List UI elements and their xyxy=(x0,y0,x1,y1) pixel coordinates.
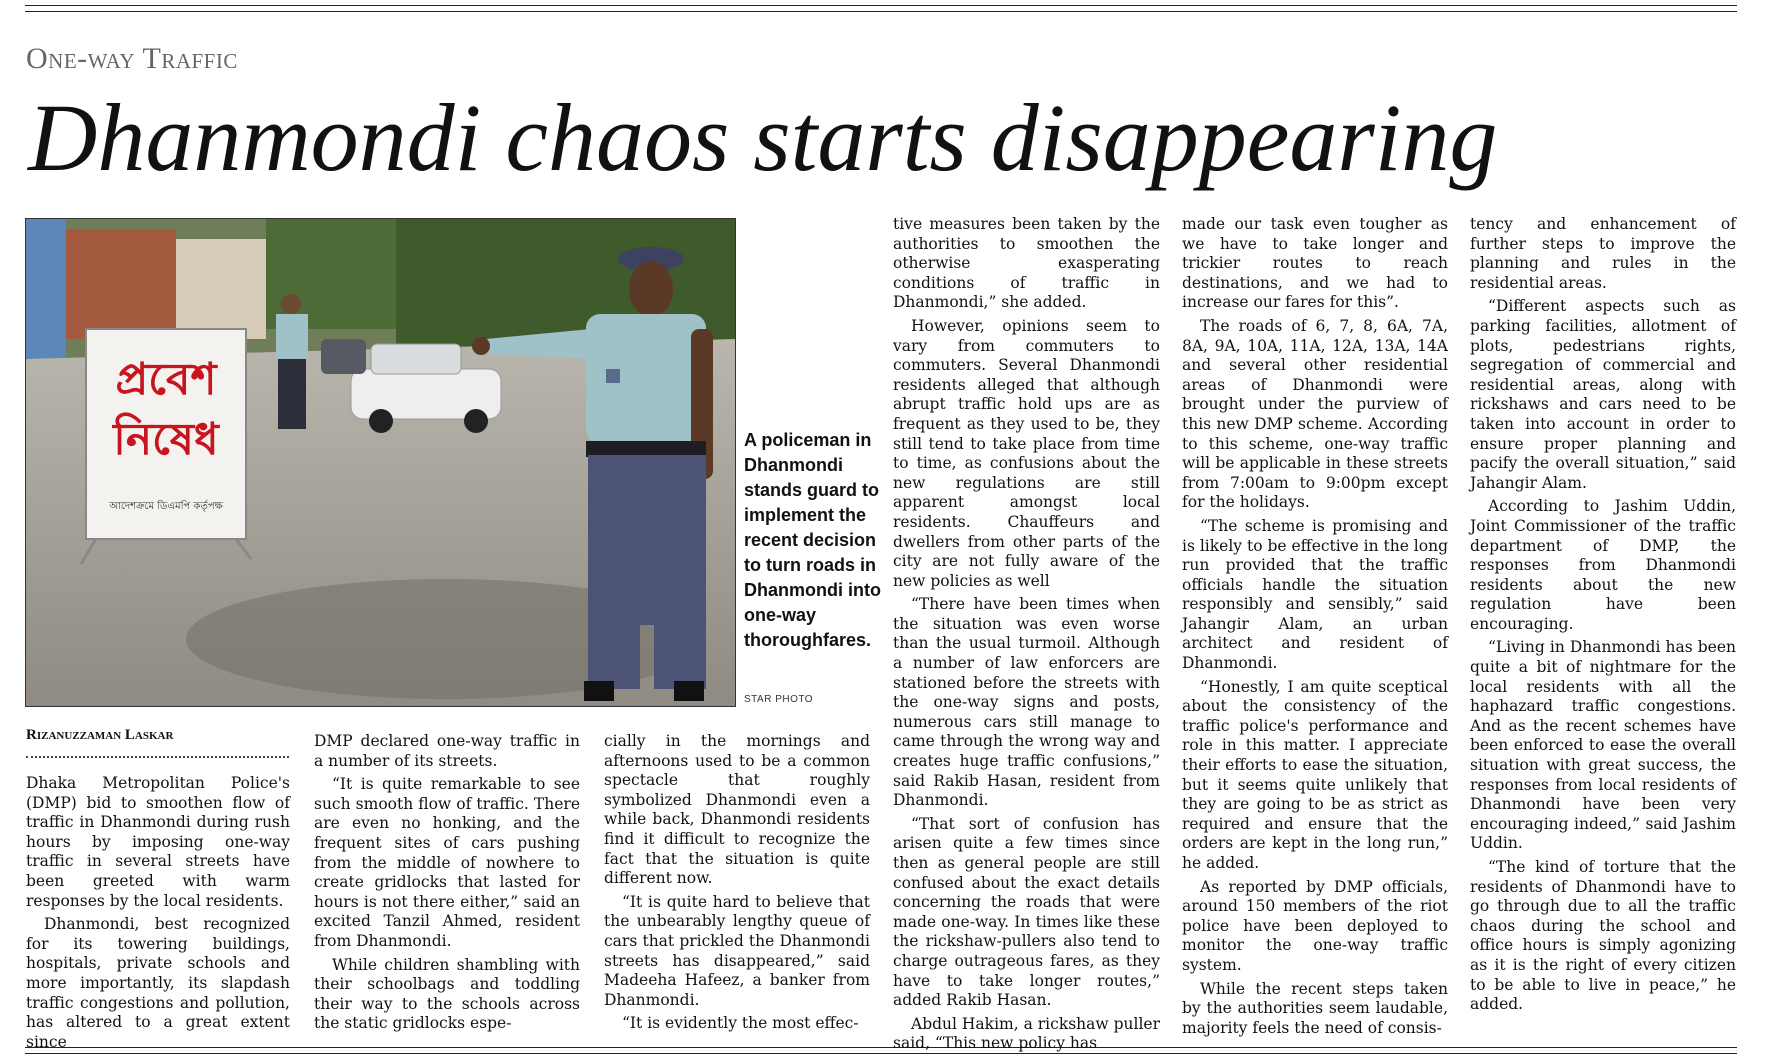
paragraph: tive measures been taken by the authorities to smoothen the otherwise exasperating conditions of traffic in Dhanmondi,” she added. xyxy=(893,215,1160,312)
section-kicker: One-way Traffic xyxy=(26,42,238,75)
paragraph: DMP declared one-way traffic in a number of its streets. xyxy=(314,732,580,770)
article-column-6 xyxy=(1470,215,1736,1014)
paragraph: “It is quite remarkable to see such smooth flow of traffic. There are even no honking, and the frequent sites of cars pushing from the middle of nowhere to create gridlocks that lasted for hours is not there either,” said an excited Tanzil Ahmed, resident from Dhanmondi. xyxy=(314,775,580,950)
article-column-3 xyxy=(604,732,870,1039)
article-column-1 xyxy=(26,774,290,1051)
background-officer xyxy=(276,294,308,429)
headline: Dhanmondi chaos starts disappearing xyxy=(28,84,1498,191)
paragraph: cially in the mornings and afternoons used to be a common spectacle that roughly symbolized Dhanmondi even a while back, Dhanmondi residents find it difficult to recognize the fact that the situation is quite different now. xyxy=(604,732,870,888)
paragraph: “The kind of torture that the residents of Dhanmondi have to go through due to all the traffic chaos during the school and office hours is simply agonizing as it is the right of every citizen to be able to live in peace,” he added. xyxy=(1470,858,1736,1014)
paragraph: tency and enhancement of further steps to improve the planning and rules in the residential areas. xyxy=(1470,215,1736,292)
belt xyxy=(586,441,706,457)
light-building xyxy=(176,239,266,339)
trousers xyxy=(588,455,706,625)
brick-building xyxy=(66,229,176,339)
news-photo xyxy=(25,218,736,707)
blue-building xyxy=(26,219,66,359)
article-column-4 xyxy=(893,215,1160,1053)
paragraph: As reported by DMP officials, around 150 members of the riot police have been deployed to monitor the one-way traffic system. xyxy=(1182,877,1448,974)
paragraph: “Different aspects such as parking facilities, allotment of plots, pedestrians rights, segregation of commercial and residential areas, along with rickshaws and cars need to be taken into account in order to ensure proper planning and pacify the overall situation,” said Jahangir Alam. xyxy=(1470,297,1736,492)
photo-caption: A policeman in Dhanmondi stands guard to implement the recent decision to turn roads in Dhanmondi into one-way thoroughfares. xyxy=(744,430,881,650)
article-column-5 xyxy=(1182,215,1448,1045)
dark-car xyxy=(321,339,366,374)
paragraph: “That sort of confusion has arisen quite a few times since then as general people are still confused about the exact details concerning the roads that were made one-way. In times like these the rickshaw-pullers also tend to charge outrageous fares, as they have to take longer routes,” added Rakib Hasan. xyxy=(893,814,1160,1010)
paragraph: “There have been times when the situation was even worse than the usual turmoil. Although a number of law enforcers are stationed before the streets with the one-way signs and posts, numerous cars still manage to came through the wrong way and creates huge traffic confusions,” said Rakib Hasan, resident from Dhanmondi. xyxy=(893,595,1160,810)
shirt xyxy=(586,314,706,444)
article-column-2 xyxy=(314,732,580,1039)
bottom-rule-2 xyxy=(25,1053,1737,1054)
paragraph: “It is quite hard to believe that the unbearably lengthy queue of cars that prickled the Dhanmondi streets has disappeared,” said Madeeha Hafeez, a banker from Dhanmondi. xyxy=(604,892,870,1009)
sign-text-line2: নিষেধ xyxy=(113,414,219,465)
paragraph: “The scheme is promising and is likely to be effective in the long run provided that the traffic officials handle the situation responsibly and sensibly,” said Jahangir Alam, an urban architect and resident of Dhanmondi. xyxy=(1182,516,1448,673)
sign-text-line1: প্রবেশ xyxy=(115,354,217,405)
paragraph: However, opinions seem to vary from commuters to commuters. Several Dhanmondi residents alleged that although abrupt traffic hold ups are as frequent as they used to be, they still tend to take place from time to time, as confusions about the new regulations are still apparent amongst local residents. Chauffeurs and dwellers from other parts of the city are not fully aware of the new policies as well xyxy=(893,316,1160,590)
top-rule-2 xyxy=(25,11,1737,12)
photo-credit: STAR PHOTO xyxy=(744,694,814,705)
top-rule-1 xyxy=(25,5,1737,6)
paragraph: According to Jashim Uddin, Joint Commissioner of the traffic department of DMP, the responses from Dhanmondi residents about the new regulation have been encouraging. xyxy=(1470,497,1736,633)
paragraph: “It is evidently the most effec- xyxy=(622,1014,859,1033)
byline-divider xyxy=(26,756,289,758)
paragraph: Dhanmondi, best recognized for its towering buildings, hospitals, private schools and more importantly, its slapdash traffic congestions and pollution, has altered to a great extent since xyxy=(26,915,290,1051)
paragraph: “Honestly, I am quite sceptical about the consistency of the traffic police's performance and role in this matter. I appreciate their efforts to ease the situation, but it seems quite unlikely that they are going to be as strict as required and ensure that the orders are kept in the long run,” he added. xyxy=(1182,677,1448,872)
face xyxy=(629,261,673,317)
paragraph: Abdul Hakim, a rickshaw puller said, “This new policy has xyxy=(893,1014,1160,1053)
byline: Rizanuzzaman Laskar xyxy=(26,727,174,743)
paragraph: The roads of 6, 7, 8, 6A, 7A, 8A, 9A, 10A, 11A, 12A, 13A, 14A and several other residential areas of Dhanmondi were brought under the purview of this new DMP scheme. According to this scheme, one-way traffic will be applicable in these streets from 7:00am to 9:00pm except for the holidays. xyxy=(1182,316,1448,512)
paragraph: While children shambling with their schoolbags and toddling their way to the schools across the static gridlocks espe- xyxy=(314,955,580,1033)
sign-small-text: আদেশক্রমে ডিএমপি কর্তৃপক্ষ xyxy=(109,501,223,512)
no-entry-sign xyxy=(81,329,251,564)
paragraph: “Living in Dhanmondi has been quite a bit of nightmare for the local residents with all the haphazard traffic congestions. And as the recent schemes have been enforced to ease the overall situation with great success, the responses from local residents of Dhanmondi have been very encouraging indeed,” said Jashim Uddin. xyxy=(1470,638,1736,853)
paragraph: Dhaka Metropolitan Police's (DMP) bid to smoothen flow of traffic in Dhanmondi during rush hours by imposing one-way traffic in several streets have been greeted with warm responses by the local residents. xyxy=(26,774,290,910)
paragraph: While the recent steps taken by the authorities seem laudable, majority feels the need of consis- xyxy=(1182,979,1448,1037)
paragraph: made our task even tougher as we have to take longer and trickier routes to reach destinations, and we had to increase our fares for this”. xyxy=(1182,215,1448,312)
